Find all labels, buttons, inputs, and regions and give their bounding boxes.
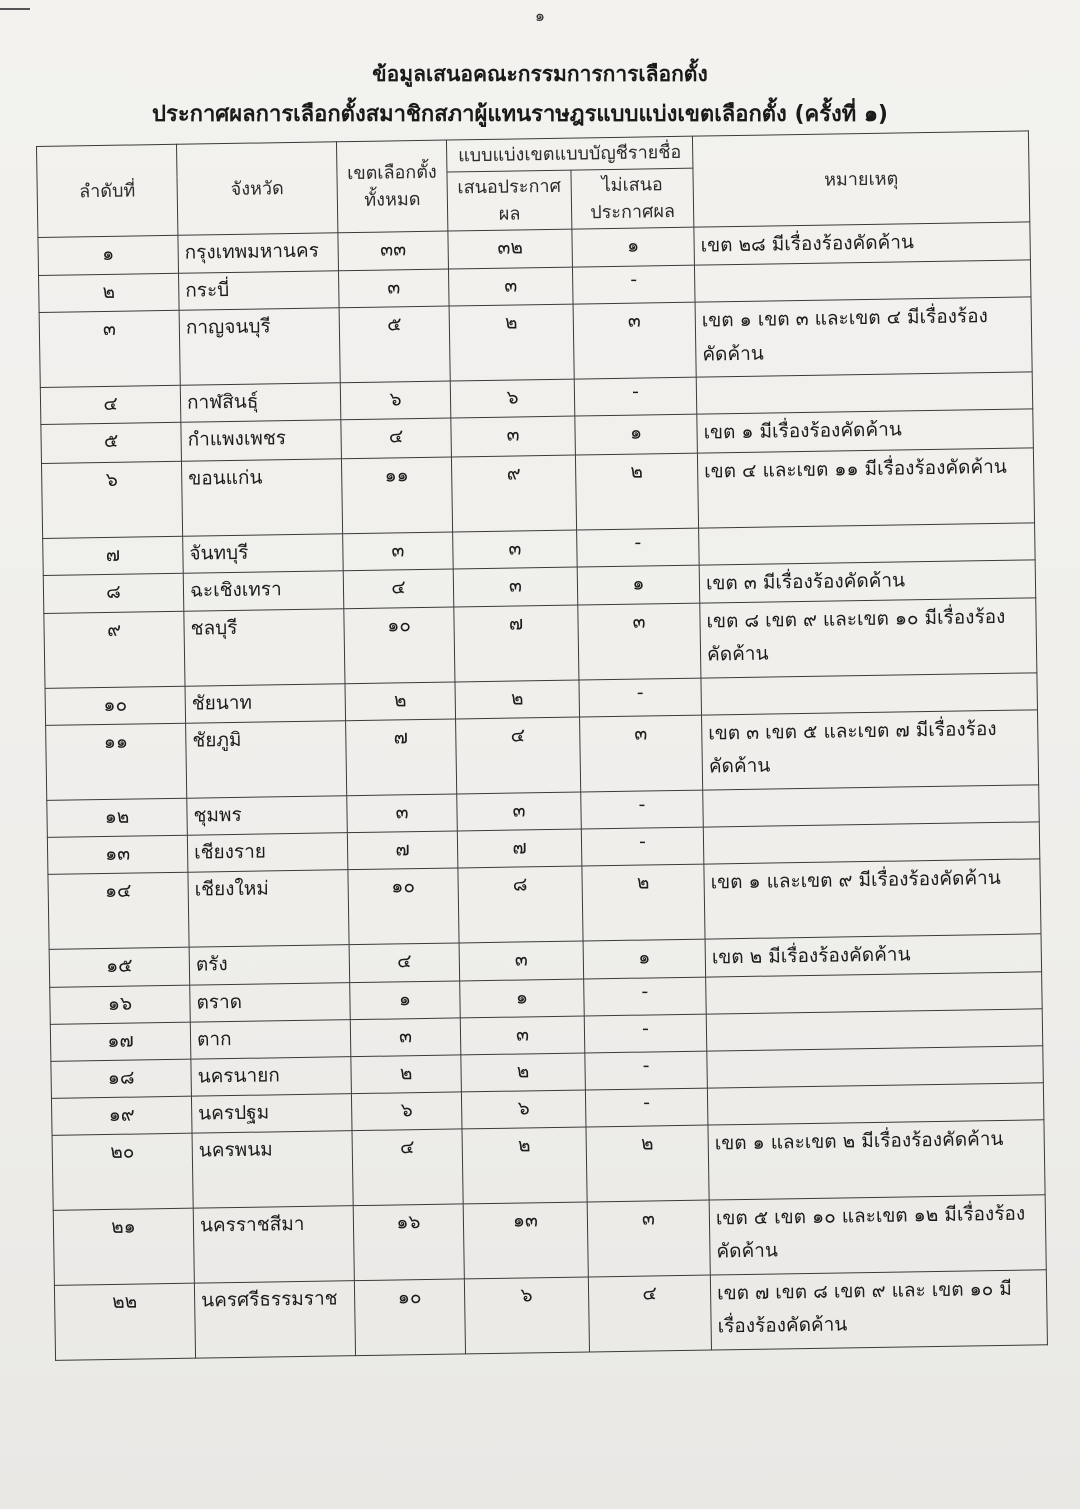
row-order: ๑๑ — [46, 723, 187, 800]
row-announced: ๔ — [456, 717, 581, 794]
header-group: แบบแบ่งเขตแบบบัญชีรายชื่อ — [446, 136, 692, 172]
header-not-announced: ไม่เสนอประกาศผล — [571, 168, 694, 229]
row-not-announced: ๑ — [577, 565, 700, 605]
row-province: ชลบุรี — [184, 608, 345, 686]
row-total-districts: ๑๖ — [353, 1204, 464, 1281]
document-subtitle: ประกาศผลการเลือกตั้งสมาชิกสภาผู้แทนราษฎรแบบแบ่งเขตเลือกตั้ง (ครั้งที่ ๑) — [152, 102, 888, 127]
row-order: ๕ — [41, 423, 182, 463]
row-order: ๑๕ — [49, 947, 190, 987]
row-announced: ๙ — [451, 455, 576, 532]
results-table — [36, 130, 1048, 1360]
row-total-districts: ๒ — [351, 1055, 462, 1094]
row-order: ๗ — [43, 536, 184, 575]
row-province: นครราชสีมา — [193, 1206, 354, 1284]
row-announced: ๘ — [458, 866, 583, 943]
row-not-announced: ๒ — [575, 453, 698, 530]
row-announced: ๓ — [460, 1016, 585, 1055]
row-not-announced: ๑ — [583, 939, 706, 979]
row-order: ๒๒ — [54, 1283, 195, 1360]
row-order: ๑๐ — [45, 686, 186, 725]
row-not-announced: ๔ — [588, 1275, 711, 1352]
row-province: นครพนม — [192, 1131, 353, 1209]
row-announced: ๗ — [454, 605, 579, 682]
row-province: กระบี่ — [179, 271, 340, 311]
row-not-announced: ๑ — [575, 414, 698, 454]
row-province: ชัยนาท — [185, 683, 346, 723]
row-order: ๑๙ — [51, 1096, 192, 1135]
row-announced: ๖ — [450, 379, 575, 418]
row-not-announced: ๑ — [572, 227, 695, 267]
row-announced: ๓ — [453, 530, 578, 569]
row-province: นครปฐม — [191, 1094, 352, 1134]
row-total-districts: ๓ — [339, 269, 450, 308]
row-order: ๒๐ — [52, 1133, 193, 1210]
row-total-districts: ๑๑ — [341, 457, 452, 534]
row-not-announced: - — [579, 678, 702, 717]
row-remark: เขต ๒๘ มีเรื่องร้องคัดค้าน — [694, 222, 1031, 266]
row-not-announced: ๒ — [586, 1125, 709, 1202]
row-not-announced: - — [581, 827, 704, 866]
row-total-districts: ๓ — [350, 1018, 461, 1057]
header-total-districts: เขตเลือกตั้งทั้งหมด — [336, 140, 447, 233]
row-total-districts: ๓ — [343, 532, 454, 571]
header-remark: หมายเหตุ — [692, 131, 1029, 227]
row-remark — [707, 1046, 1044, 1088]
row-total-districts: ๔ — [352, 1129, 463, 1206]
row-remark: เขต ๘ เขต ๙ และเขต ๑๐ มีเรื่องร้องคัดค้าน — [700, 598, 1037, 678]
row-remark: เขต ๑ และเขต ๙ มีเรื่องร้องคัดค้าน — [704, 859, 1041, 939]
row-province: ชุมพร — [187, 795, 348, 835]
row-not-announced: - — [577, 528, 700, 567]
row-total-districts: ๑๐ — [354, 1279, 465, 1356]
row-province: ตราด — [190, 983, 351, 1023]
row-order: ๑๒ — [47, 798, 188, 837]
row-remark — [707, 1083, 1044, 1125]
row-remark: เขต ๒ มีเรื่องร้องคัดค้าน — [705, 934, 1042, 978]
row-province: ฉะเชิงเทรา — [183, 570, 344, 611]
row-order: ๑๗ — [50, 1022, 191, 1061]
row-not-announced: - — [584, 977, 707, 1016]
row-remark: เขต ๓ มีเรื่องร้องคัดค้าน — [699, 559, 1036, 603]
row-announced: ๑๓ — [463, 1202, 588, 1279]
row-announced: ๒ — [461, 1053, 586, 1092]
row-order: ๔ — [40, 386, 181, 425]
row-not-announced: ๓ — [578, 603, 701, 680]
header-order: ลำดับที่ — [37, 144, 178, 237]
row-announced: ๖ — [464, 1277, 589, 1354]
row-not-announced: - — [572, 265, 695, 304]
row-remark — [699, 522, 1036, 564]
row-order: ๑๖ — [50, 985, 191, 1024]
row-not-announced: - — [574, 377, 697, 416]
row-remark — [694, 260, 1031, 302]
row-not-announced: - — [585, 1051, 708, 1090]
row-remark: เขต ๑ มีเรื่องร้องคัดค้าน — [697, 409, 1034, 453]
row-order: ๑ — [38, 235, 179, 275]
row-province: กำแพงเพชร — [181, 420, 342, 461]
row-province: ชัยภูมิ — [186, 720, 347, 798]
page-number: ๑ — [534, 6, 546, 25]
row-province: กาฬสินธุ์ — [180, 383, 341, 423]
header-announced: เสนอประกาศผล — [447, 170, 572, 231]
row-order: ๒ — [39, 274, 180, 313]
row-remark: เขต ๑ เขต ๓ และเขต ๔ มีเรื่องร้องคัดค้าน — [695, 297, 1032, 377]
row-order: ๘ — [43, 573, 184, 613]
row-remark — [703, 822, 1040, 864]
row-order: ๑๔ — [48, 872, 189, 949]
row-announced: ๓ — [457, 792, 582, 831]
row-remark: เขต ๓ เขต ๕ และเขต ๗ มีเรื่องร้องคัดค้าน — [702, 710, 1039, 790]
row-not-announced: - — [585, 1088, 708, 1127]
header-province: จังหวัด — [176, 142, 337, 236]
row-province: เชียงใหม่ — [188, 869, 349, 947]
row-total-districts: ๗ — [347, 831, 458, 870]
row-order: ๑๓ — [47, 835, 188, 874]
row-remark — [696, 372, 1033, 414]
row-province: จันทบุรี — [183, 533, 344, 573]
row-not-announced: ๓ — [580, 715, 703, 792]
row-order: ๑๘ — [51, 1059, 192, 1098]
row-announced: ๓ — [451, 416, 576, 456]
row-province: ขอนแก่น — [181, 458, 342, 536]
table-header — [37, 131, 1030, 238]
row-remark: เขต ๕ เขต ๑๐ และเขต ๑๒ มีเรื่องร้องคัดค้าน — [709, 1195, 1046, 1275]
row-total-districts: ๓๓ — [338, 231, 449, 271]
row-announced: ๑ — [460, 979, 585, 1018]
row-province: เชียงราย — [187, 832, 348, 872]
row-province: นครศรีธรรมราช — [194, 1281, 355, 1359]
row-announced: ๒ — [462, 1127, 587, 1204]
row-total-districts: ๔ — [343, 568, 454, 608]
row-total-districts: ๑๐ — [348, 868, 459, 945]
row-remark: เขต ๑ และเขต ๒ มีเรื่องร้องคัดค้าน — [708, 1120, 1045, 1200]
row-announced: ๓ — [459, 941, 584, 981]
row-order: ๓ — [39, 311, 180, 388]
row-remark: เขต ๗ เขต ๘ เขต ๙ และ เขต ๑๐ มีเรื่องร้องคัดค้าน — [710, 1270, 1047, 1350]
row-not-announced: ๒ — [582, 864, 705, 941]
row-total-districts: ๒ — [345, 682, 456, 721]
row-not-announced: - — [581, 790, 704, 829]
row-province: กาญจนบุรี — [179, 308, 340, 386]
row-total-districts: ๗ — [346, 719, 457, 796]
row-remark: เขต ๔ และเขต ๑๑ มีเรื่องร้องคัดค้าน — [697, 447, 1034, 527]
row-announced: ๓๒ — [448, 229, 573, 269]
document-title: ข้อมูลเสนอคณะกรรมการการเลือกตั้ง — [372, 62, 708, 86]
row-order: ๙ — [44, 611, 185, 688]
row-province: กรุงเทพมหานคร — [178, 233, 339, 274]
row-province: นครนายก — [191, 1057, 352, 1097]
row-total-districts: ๔ — [341, 418, 452, 458]
row-total-districts: ๖ — [351, 1092, 462, 1131]
table-body — [38, 222, 1048, 1360]
row-order: ๒๑ — [53, 1208, 194, 1285]
table-row — [54, 1270, 1047, 1361]
row-total-districts: ๑๐ — [344, 607, 455, 684]
row-remark — [701, 673, 1038, 715]
row-total-districts: ๖ — [340, 381, 451, 420]
row-announced: ๓ — [448, 267, 573, 306]
row-not-announced: ๓ — [573, 302, 696, 379]
row-not-announced: - — [584, 1014, 707, 1053]
row-province: ตรัง — [189, 944, 350, 985]
row-announced: ๓ — [453, 567, 578, 607]
row-remark — [706, 972, 1043, 1014]
row-total-districts: ๓ — [347, 794, 458, 833]
row-announced: ๒ — [449, 304, 574, 381]
row-province: ตาก — [190, 1020, 351, 1060]
row-total-districts: ๕ — [339, 306, 450, 383]
row-total-districts: ๑ — [350, 981, 461, 1020]
row-not-announced: ๓ — [587, 1200, 710, 1277]
row-remark — [703, 785, 1040, 827]
row-announced: ๗ — [457, 829, 582, 868]
row-order: ๖ — [41, 461, 182, 538]
row-announced: ๖ — [461, 1090, 586, 1129]
row-announced: ๒ — [455, 680, 580, 719]
row-remark — [706, 1009, 1043, 1051]
row-total-districts: ๔ — [349, 943, 460, 983]
